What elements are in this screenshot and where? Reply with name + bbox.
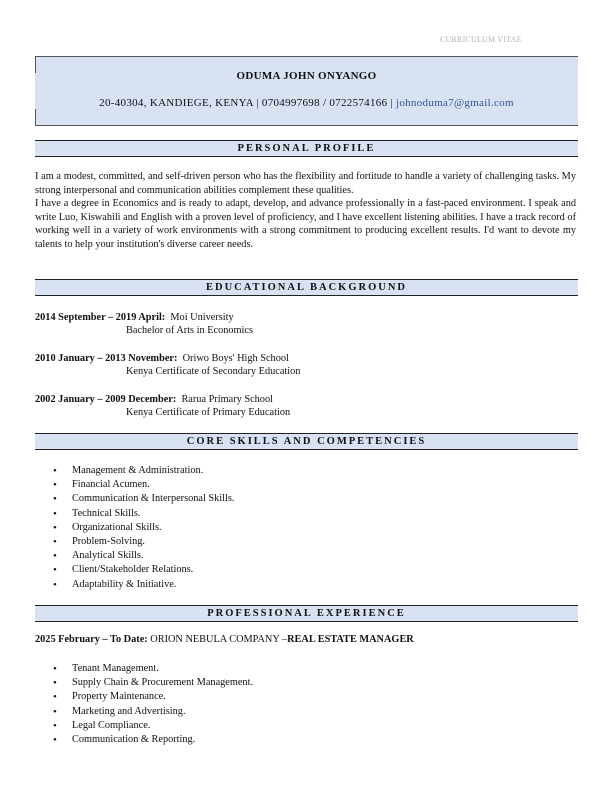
skill-item: • Analytical Skills. [53, 549, 234, 563]
header-box [35, 56, 578, 126]
profile-paragraph: I have a degree in Economics and is ready to adapt, develop, and advance professionally in a fast-paced environment. I speak and write Luo, Kiswahili and English with a proven level of proficiency, and I have excellent listening abilities. I have a track record of working well in a variety of work environments with a strong commitment to producing excellent results. I'd want to devote my talents to help your institution's diverse career needs. [35, 198, 576, 250]
contact-text: 20-40304, KANDIEGE, KENYA | 0704997698 / 0722574166 | [99, 97, 396, 109]
education-school: Oriwo Boys' High School [182, 353, 289, 364]
job-company: ORION NEBULA COMPANY – [150, 634, 288, 645]
education-date: 2010 January – 2013 November: [35, 353, 178, 364]
education-school: Rarua Primary School [181, 394, 273, 405]
education-school: Moi University [170, 312, 234, 323]
skill-item: • Management & Administration. [53, 464, 234, 478]
skill-item: • Problem-Solving. [53, 535, 234, 549]
education-entry [35, 352, 300, 378]
section-experience: PROFESSIONAL EXPERIENCE [35, 605, 578, 622]
education-detail: Kenya Certificate of Secondary Education [126, 366, 301, 377]
contact-line [35, 97, 578, 109]
duties-list [53, 662, 253, 747]
duty-item: • Marketing and Advertising. [53, 705, 253, 719]
job-date: 2025 February – To Date: [35, 634, 148, 645]
education-detail: Kenya Certificate of Primary Education [126, 407, 291, 418]
candidate-name: ODUMA JOHN ONYANGO [236, 70, 377, 82]
education-date: 2014 September – 2019 April: [35, 312, 166, 323]
duty-item: • Supply Chain & Procurement Management. [53, 676, 253, 690]
document-label: CURRICULUM VITAE [440, 35, 522, 44]
education-date: 2002 January – 2009 December: [35, 394, 177, 405]
duty-item: • Legal Compliance. [53, 719, 253, 733]
skill-item: • Financial Acumen. [53, 478, 234, 492]
email-link[interactable]: johnoduma7@gmail.com [395, 97, 514, 109]
job-entry [35, 634, 414, 645]
education-entry [35, 393, 290, 419]
duty-item: • Tenant Management. [53, 662, 253, 676]
section-education: EDUCATIONAL BACKGROUND [35, 279, 578, 296]
section-skills: CORE SKILLS AND COMPETENCIES [35, 433, 578, 450]
skills-list [53, 464, 234, 592]
duty-item: • Communication & Reporting. [53, 733, 253, 747]
education-detail: Bachelor of Arts in Economics [126, 325, 253, 336]
skill-item: • Organizational Skills. [53, 521, 234, 535]
skill-item: • Adaptability & Initiative. [53, 578, 234, 592]
job-role: REAL ESTATE MANAGER [287, 634, 414, 645]
profile-paragraph: I am a modest, committed, and self-driven person who has the flexibility and fortitude to handle a variety of challenging tasks. My strong interpersonal and communication abilities complement these qualities. [35, 171, 576, 196]
duty-item: • Property Maintenance. [53, 690, 253, 704]
skill-item: • Client/Stakeholder Relations. [53, 563, 234, 577]
profile-text [35, 170, 576, 251]
skill-item: • Communication & Interpersonal Skills. [53, 492, 234, 506]
skill-item: • Technical Skills. [53, 507, 234, 521]
section-personal-profile: PERSONAL PROFILE [35, 140, 578, 157]
education-entry [35, 311, 253, 337]
